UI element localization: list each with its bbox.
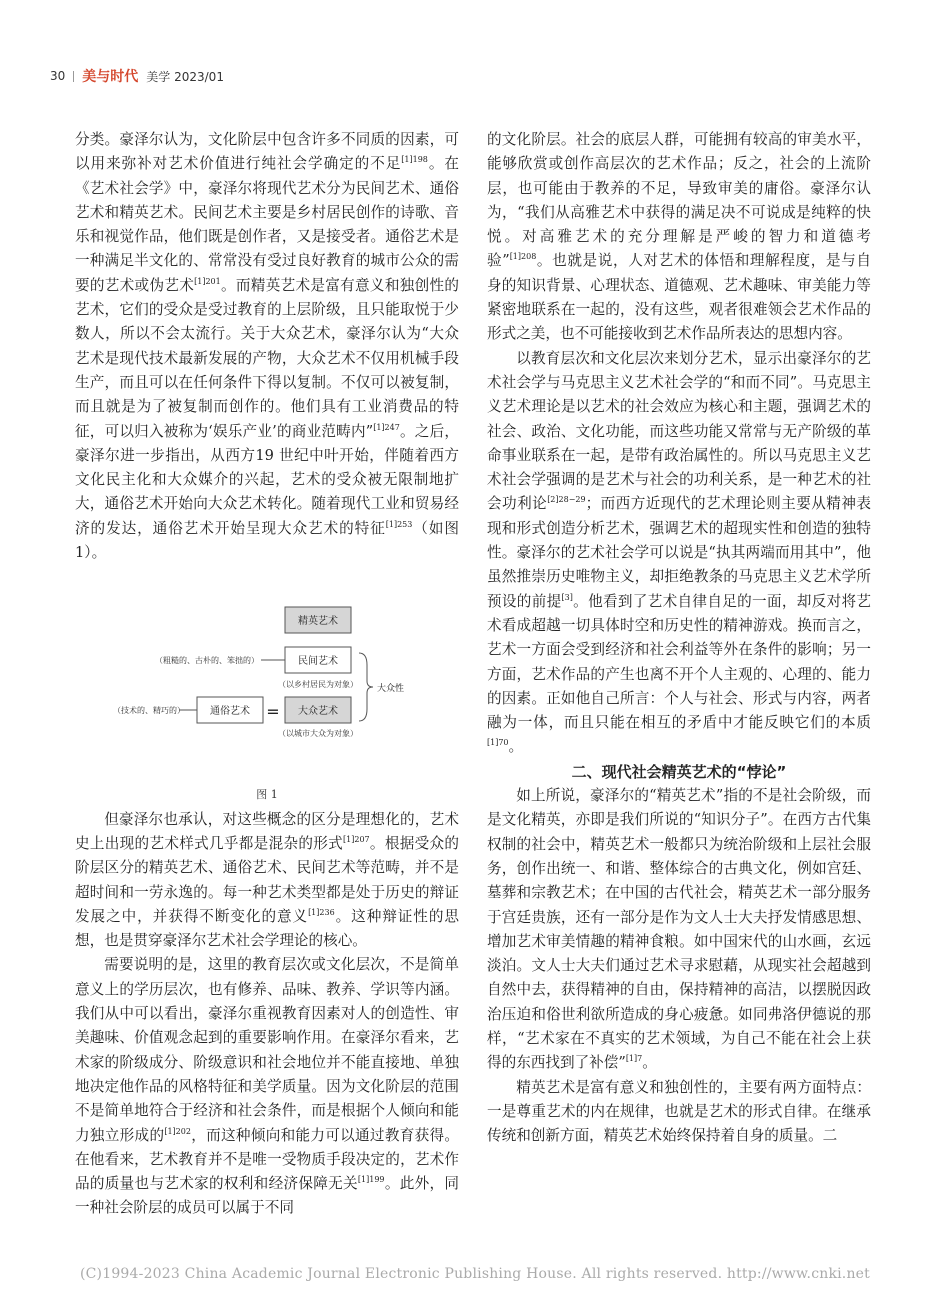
right-column [487, 128, 871, 1148]
journal-issue: 美学 2023/01 [146, 69, 224, 84]
journal-logo: 美与时代 [82, 69, 139, 85]
figure-caption: 图 1 [256, 788, 278, 802]
mass-art-label: 大众艺术 [298, 706, 338, 718]
equals-sign: = [266, 702, 280, 722]
paragraph: 的文化阶层。社会的底层人群，可能拥有较高的审美水平，能够欣赏或创作高层次的艺术作品；反之，社会的上流阶层，也可能由于教养的不足，导致审美的庸俗。豪泽尔认为，“我们从高雅艺术中获得的满足决不可说成是纯粹的快悦。对高雅艺术的充分理解是严峻的智力和道德考验”$^{[1]208}$。也就是说，人对艺术的体悟和理解程度，是与自身的知识背景、心理状态、道德观、艺术趣味、审美能力等紧密地联系在一起的，没有这些，观者很难领会艺术作品的形式之美，也不可能接收到艺术作品所表达的思想内容。 [487, 131, 871, 343]
folk-target: （以乡村居民为对象） [278, 680, 358, 690]
paragraph: 以教育层次和文化层次来划分艺术，显示出豪泽尔的艺术社会学与马克思主义艺术社会学的“和而不同”。马克思主义艺术理论是以艺术的社会效应为核心和主题，强调艺术的社会、政治、文化功能，而这些功能又常常与无产阶级的革命事业联系在一起，是带有政治属性的。所以马克思主义艺术社会学强调的是艺术与社会的功利关系，是一种艺术的社会功利论$^{[2]28-29}$；而西方近现代的艺术理论则主要从精神表现和形式创造分析艺术，强调艺术的超现实性和创造的独特性。豪泽尔的艺术社会学可以说是“执其两端而用其中”，他虽然推崇历史唯物主义，却拒绝教条的马克思主义艺术学所预设的前提[3]。他看到了艺术自律自足的一面，却反对将艺术看成超越一切具体时空和历史性的精神游戏。换而言之，艺术一方面会受到经济和社会利益等外在条件的影响；另一方面，艺术作品的产生也离不开个人主观的、心理的、能力的因素。正如他自己所言：个人与社会、形式与内容，两者融为一体，而且只能在相互的矛盾中才能反映它们的本质$^{[1]70}$。 [487, 349, 871, 756]
citation[interactable]: [1]202 [164, 1126, 191, 1136]
popular-art-label: 通俗艺术 [210, 706, 250, 718]
paragraph: 分类。豪泽尔认为，文化阶层中包含许多不同质的因素，可以用来弥补对艺术价值进行纯社会学确定的不足$^{[1]198}$。在《艺术社会学》中，豪泽尔将现代艺术分为民间艺术、通俗艺术和精英艺术。民间艺术主要是乡村居民创作的诗歌、音乐和视觉作品，他们既是创作者，又是接受者。通俗艺术是一种满足半文化的、常常没有受过良好教育的城市公众的需要的艺术或伪艺术$^{[1]201}$。而精英艺术是富有意义和独创性的艺术，它们的受众是受过教育的上层阶级，且只能取悦于少数人，所以不会太流行。关于大众艺术，豪泽尔认为“大众艺术是现代技术最新发展的产物，大众艺术不仅用机械手段生产，而且可以在任何条件下得以复制。不仅可以被复制，而且就是为了被复制而创作的。他们具有工业消费品的特征，可以归入被称为‘娱乐产业’的商业范畴内”$^{[1]247}$。之后，豪泽尔进一步指出，从西方19 世纪中叶开始，伴随着西方文化民主化和大众媒介的兴起，艺术的受众被无限制地扩大，通俗艺术开始向大众艺术转化。随着现代工业和贸易经济的发达，通俗艺术开始呈现大众艺术的特征$^{[1]253}$（如图 1）。 [75, 131, 459, 562]
header-divider [73, 71, 74, 82]
citation[interactable]: [3] [561, 592, 573, 602]
mass-target: （以城市大众为对象） [278, 729, 358, 739]
citation[interactable]: [1]201 [194, 276, 221, 286]
section-heading: 二、现代社会精英艺术的“悖论” [571, 762, 787, 781]
elite-art-label: 精英艺术 [298, 616, 338, 628]
citation[interactable]: [1]208 [509, 252, 537, 262]
paragraph: 如上所说，豪泽尔的“精英艺术”指的不是社会阶级，而是文化精英，亦即是我们所说的“知识分子”。在西方古代集权制的社会中，精英艺术一般都只为统治阶级和上层社会服务，创作出统一、和谐、整体综合的古典文化，例如宫廷、墓葬和宗教艺术；在中国的古代社会，精英艺术一部分服务于宫廷贵族，还有一部分是作为文人士大夫抒发情感思想、增加艺术审美情趣的精神食粮。如中国宋代的山水画，玄远淡泊。文人士大夫们通过艺术寻求慰藉，从现实社会超越到自然中去，获得精神的自由，保持精神的高洁，以摆脱因政治压迫和俗世利欲所造成的身心疲惫。如同弗洛伊德说的那样，“艺术家在不真实的艺术领域，为自己不能在社会上获得的东西找到了补偿”$^{[1]7}$。 [487, 787, 871, 1072]
page-number: 30 [50, 69, 66, 83]
folk-desc: （粗糙的、古朴的、笨拙的） [155, 656, 259, 666]
citation[interactable]: [1]70 [487, 738, 509, 748]
page-header [50, 66, 224, 86]
mass-nature-brace [359, 653, 373, 721]
citation[interactable]: [1]253 [385, 519, 413, 529]
citation[interactable]: [2]28−29 [547, 495, 586, 505]
citation[interactable]: [1]198 [401, 155, 428, 165]
citation[interactable]: [1]236 [308, 907, 335, 917]
figure-1 [75, 603, 459, 783]
citation[interactable]: [1]199 [357, 1175, 385, 1185]
paragraph: 精英艺术是富有意义和独创性的，主要有两方面特点：一是尊重艺术的内在规律，也就是艺术的形式自律。在继承传统和创新方面，精英艺术始终保持着自身的质量。二 [487, 1078, 871, 1145]
citation[interactable]: [1]207 [343, 835, 370, 845]
citation[interactable]: [1]247 [373, 422, 400, 432]
copyright-footer: (C)1994-2023 China Academic Journal Electronic Publishing House. All rights reserved. http://www.cnki.net [79, 1266, 870, 1282]
left-column [75, 128, 459, 1221]
citation[interactable]: [1]7 [625, 1054, 643, 1064]
folk-art-label: 民间艺术 [298, 656, 338, 668]
mass-nature-label: 大众性 [377, 684, 405, 695]
paragraph: 需要说明的是，这里的教育层次或文化层次，不是简单意义上的学历层次，也有修养、品味、教养、学识等内涵。我们从中可以看出，豪泽尔重视教育因素对人的创造性、审美趣味、价值观念起到的重要影响作用。在豪泽尔看来，艺术家的阶级成分、阶级意识和社会地位并不能直接地、单独地决定他作品的风格特征和美学质量。因为文化阶层的范围不是简单地符合于经济和社会条件，而是根据个人倾向和能力独立形成的$^{[1]202}$，而这种倾向和能力可以通过教育获得。在他看来，艺术教育并不是唯一受物质手段决定的，艺术作品的质量也与艺术家的权利和经济保障无关$^{[1]199}$。此外，同一种社会阶层的成员可以属于不同 [75, 956, 459, 1217]
popular-desc: （技术的、精巧的） [113, 706, 185, 716]
paragraph: 但豪泽尔也承认，对这些概念的区分是理想化的，艺术史上出现的艺术样式几乎都是混杂的形式$^{[1]207}$。根据受众的阶层区分的精英艺术、通俗艺术、民间艺术等范畴，并不是超时间和一劳永逸的。每一种艺术类型都是处于历史的辩证发展之中，并获得不断变化的意义$^{[1]236}$。这种辩证性的思想，也是贯穿豪泽尔艺术社会学理论的核心。 [75, 810, 459, 950]
art-classification-diagram [75, 603, 459, 773]
